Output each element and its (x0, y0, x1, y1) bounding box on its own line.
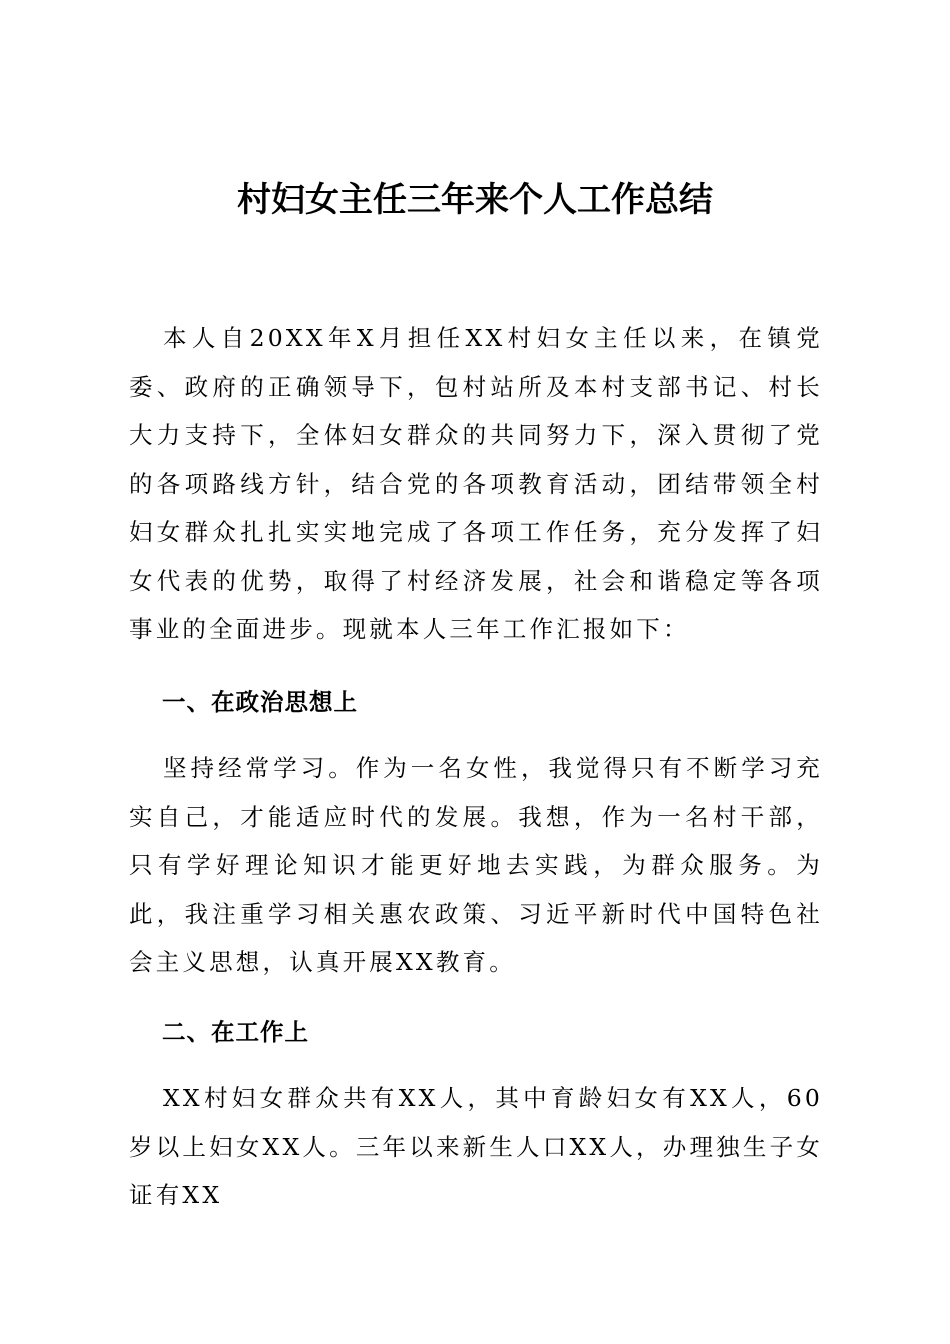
paragraph-intro: 本人自20XX年X月担任XX村妇女主任以来，在镇党委、政府的正确领导下，包村站所及本村支部书记、村长大力支持下，全体妇女群众的共同努力下，深入贯彻了党的各项路线方针，结合党的各项教育活动，团结带领全村妇女群众扎扎实实地完成了各项工作任务，充分发挥了妇女代表的优势，取得了村经济发展，社会和谐稳定等各项事业的全面进步。现就本人三年工作汇报如下： (129, 324, 823, 643)
section-heading-work: 二、在工作上 (162, 1018, 309, 1046)
document-title: 村妇女主任三年来个人工作总结 (237, 180, 713, 220)
paragraph-political: 坚持经常学习。作为一名女性，我觉得只有不断学习充实自己，才能适应时代的发展。我想，作为一名村干部，只有学好理论知识才能更好地去实践，为群众服务。为此，我注重学习相关惠农政策、习近平新时代中国特色社会主义思想，认真开展XX教育。 (129, 754, 823, 976)
section-heading-political: 一、在政治思想上 (162, 688, 358, 716)
paragraph-work: XX村妇女群众共有XX人，其中育龄妇女有XX人，60岁以上妇女XX人。三年以来新生人口XX人，办理独生子女证有XX (129, 1084, 823, 1209)
